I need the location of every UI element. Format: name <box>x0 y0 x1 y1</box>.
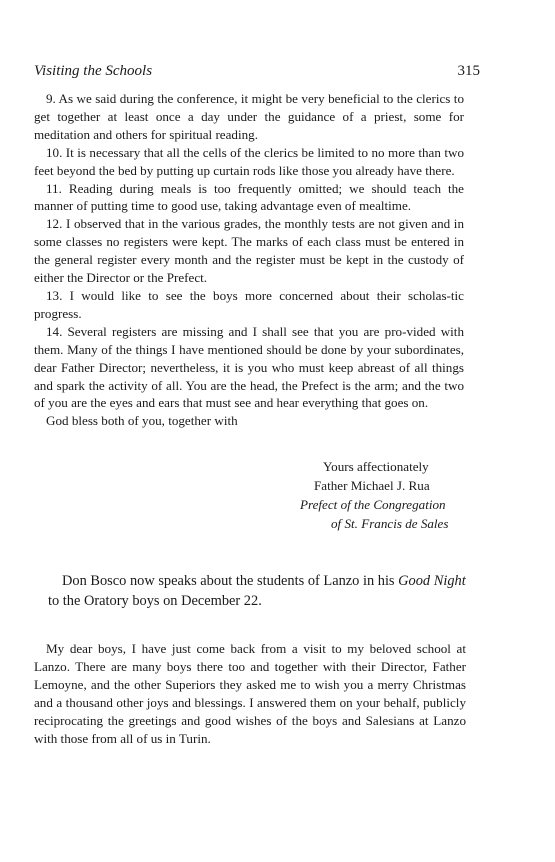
speech-paragraph: My dear boys, I have just come back from a visit to my beloved school at Lanzo. There are many boys there too and together with their Director, Father Lemoyne, and the other Superiors they asked me to wish you a merry Christmas and a thousand other joys and blessings. I answered them on your behalf, publicly reciprocating the greetings and good wishes of the boys and Salesians at Lanzo with those from all of us in Turin. <box>34 641 466 746</box>
paragraph-12: 12. I observed that in the various grades, the monthly tests are not given and in some classes no registers were kept. The marks of each class must be entered in the general register every month and the register must be kept in the custody of either the Director or the Prefect. <box>34 216 464 286</box>
letter-body <box>34 90 464 430</box>
paragraph-14: 14. Several registers are missing and I shall see that you are pro-vided with them. Many of the things I have mentioned should be done by your subordinates, dear Father Director; nevertheless, it is you who must keep abreast of all things and spark the activity of all. You are the head, the Prefect is the arm; and the two of you are the eyes and ears that must see and hear everything that goes on. <box>34 323 464 411</box>
running-head-title: Visiting the Schools <box>34 63 153 79</box>
closing-salutation: Yours affectionately <box>323 459 429 474</box>
letter-closing <box>300 457 500 533</box>
paragraph-10: 10. It is necessary that all the cells of the clerics be limited to no more than two feet beyond the bed by putting up curtain rods like those you already have there. <box>34 144 464 178</box>
signature-name: Father Michael J. Rua <box>314 478 430 493</box>
intro-text-before: Don Bosco now speaks about the students of Lanzo in his <box>62 573 399 589</box>
page-number: 315 <box>457 63 480 79</box>
running-head <box>34 63 480 83</box>
paragraph-13: 13. I would like to see the boys more concerned about their scholas-tic progress. <box>34 287 464 321</box>
signature-title-line1: Prefect of the Congregation <box>300 497 446 512</box>
signature-title-line2: of St. Francis de Sales <box>331 516 449 531</box>
paragraph-11: 11. Reading during meals is too frequently omitted; we should teach the manner of putting time to good use, taking advantage even of mealtime. <box>34 180 464 214</box>
good-night-speech <box>34 640 466 747</box>
paragraph-9: 9. As we said during the conference, it might be very beneficial to the clerics to get together at least once a day under the guidance of a priest, some for meditation and others for spiritual reading. <box>34 91 464 142</box>
editorial-intro <box>48 571 476 611</box>
intro-good-night: Good Night <box>398 573 466 589</box>
blessing-line: God bless both of you, together with <box>46 413 238 429</box>
intro-text-after: to the Oratory boys on December 22. <box>48 593 262 609</box>
intro-paragraph <box>48 571 476 611</box>
